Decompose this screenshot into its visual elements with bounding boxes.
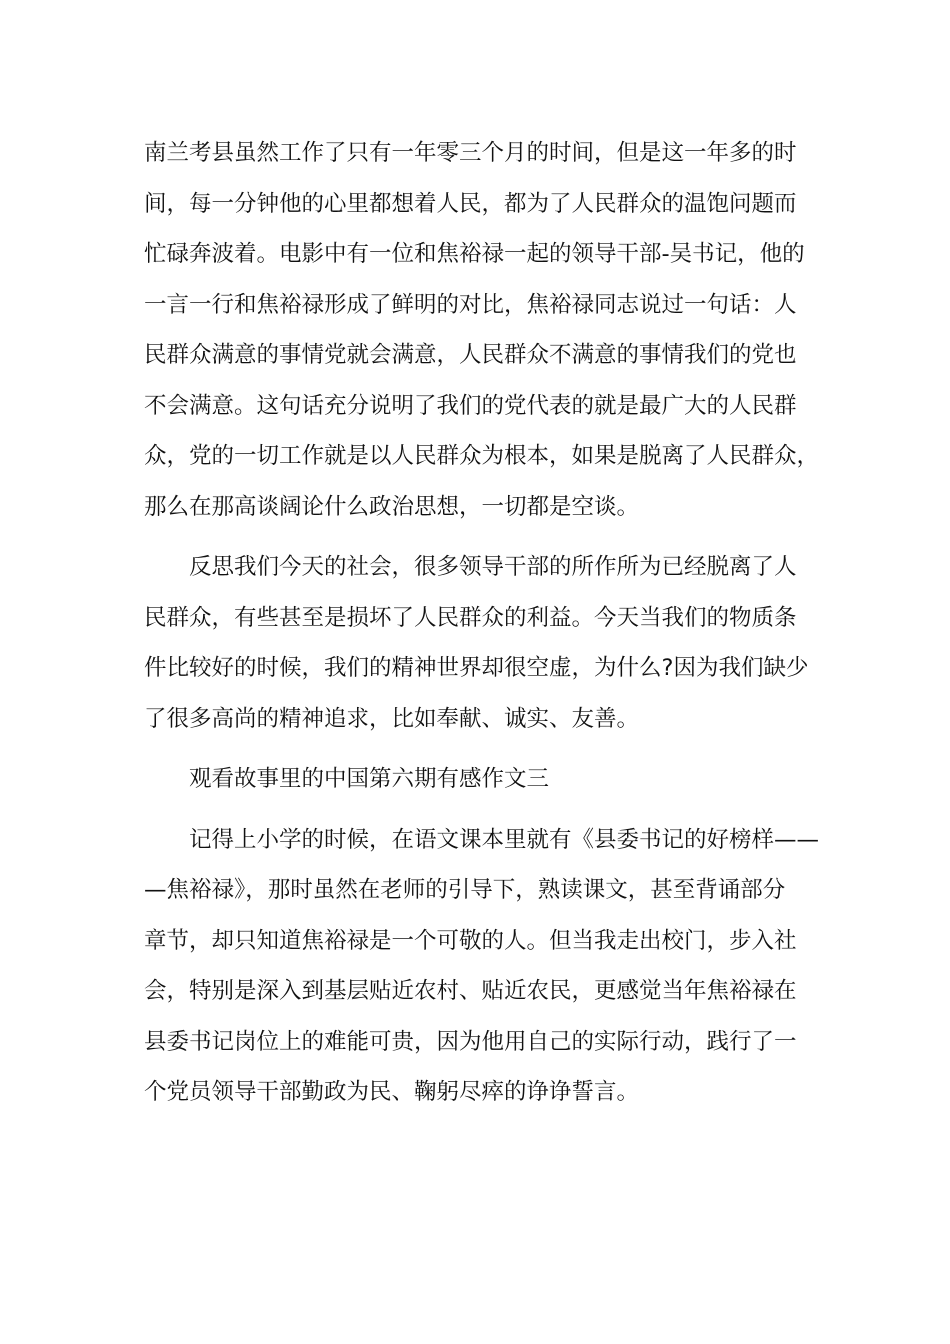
text-line: —焦裕禄》，那时虽然在老师的引导下，熟读课文，甚至背诵部分	[144, 877, 786, 903]
paragraph-3	[144, 815, 820, 1118]
text-line: 忙碌奔波着。电影中有一位和焦裕禄一起的领导干部-吴书记，他的	[144, 241, 805, 267]
document-body	[144, 128, 820, 1118]
text-line: 民群众满意的事情党就会满意，人民群众不满意的事情我们的党也	[144, 342, 797, 368]
section-heading	[144, 754, 816, 805]
text-line: 件比较好的时候，我们的精神世界却很空虚，为什么?因为我们缺少	[144, 655, 809, 681]
text-line: 章节，却只知道焦裕禄是一个可敬的人。但当我走出校门，步入社	[144, 927, 797, 954]
text-line: 会，特别是深入到基层贴近农村、贴近农民，更感觉当年焦裕禄在	[144, 978, 797, 1004]
text-line: 不会满意。这句话充分说明了我们的党代表的就是最广大的人民群	[144, 392, 797, 419]
paragraph-2	[144, 542, 816, 744]
text-line: 个党员领导干部勤政为民、鞠躬尽瘁的诤诤誓言。	[144, 1079, 640, 1105]
text-line: 那么在那高谈阔论什么政治思想，一切都是空谈。	[144, 493, 640, 520]
text-line: 间，每一分钟他的心里都想着人民，都为了人民群众的温饱问题而	[144, 190, 797, 217]
heading-line: 观看故事里的中国第六期有感作文三	[144, 766, 550, 792]
text-line: 民群众，有些甚至是损坏了人民群众的利益。今天当我们的物质条	[144, 604, 797, 631]
paragraph-1	[144, 128, 820, 532]
text-line: 一言一行和焦裕禄形成了鲜明的对比，焦裕禄同志说过一句话：人	[144, 291, 797, 318]
text-line: 县委书记岗位上的难能可贵，因为他用自己的实际行动，践行了一	[144, 1028, 797, 1055]
text-line: 记得上小学的时候，在语文课本里就有《县委书记的好榜样——	[144, 826, 820, 853]
text-line: 南兰考县虽然工作了只有一年零三个月的时间，但是这一年多的时	[144, 140, 797, 166]
text-line: 反思我们今天的社会，很多领导干部的所作所为已经脱离了人	[144, 554, 797, 580]
text-line: 了很多高尚的精神追求，比如奉献、诚实、友善。	[144, 705, 640, 732]
text-line: 众，党的一切工作就是以人民群众为根本，如果是脱离了人民群众，	[144, 443, 820, 469]
